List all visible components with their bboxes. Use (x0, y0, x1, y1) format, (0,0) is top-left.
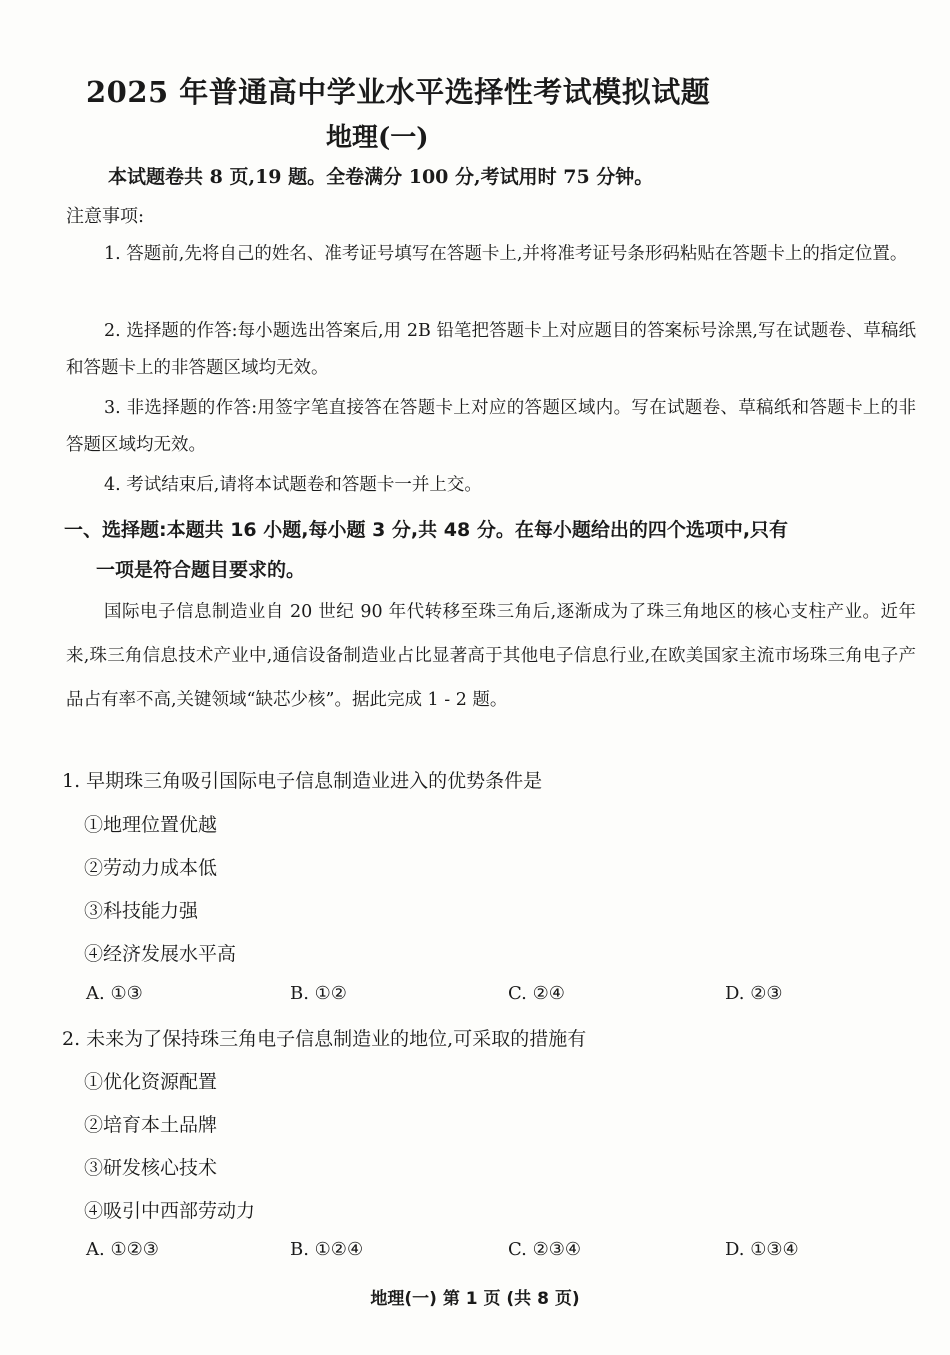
question-1-option-d: D. ②③ (725, 983, 783, 1004)
question-1-stem: 1. 早期珠三角吸引国际电子信息制造业进入的优势条件是 (62, 770, 543, 792)
question-2-item: ①优化资源配置 (84, 1071, 218, 1093)
page-footer: 地理(一) 第 1 页 (共 8 页) (370, 1289, 580, 1309)
section-heading-line1: 一、选择题:本题共 16 小题,每小题 3 分,共 48 分。在每小题给出的四个选项中,只有 (64, 519, 789, 541)
question-1-item: ③科技能力强 (84, 900, 199, 922)
section-heading-line2: 一项是符合题目要求的。 (96, 559, 306, 581)
question-1-option-b: B. ①② (290, 983, 347, 1004)
question-2-item: ④吸引中西部劳动力 (84, 1200, 256, 1222)
question-1-option-c: C. ②④ (508, 983, 565, 1004)
question-2-option-b: B. ①②④ (290, 1239, 364, 1260)
question-1-item: ②劳动力成本低 (84, 857, 218, 879)
question-1-item: ④经济发展水平高 (84, 943, 237, 965)
exam-subtitle: 地理(一) (326, 123, 429, 153)
notice-item-2: 2. 选择题的作答:每小题选出答案后,用 2B 铅笔把答题卡上对应题目的答案标号涂黑,写在试题卷、草稿纸和答题卡上的非答题区域均无效。 (66, 321, 916, 378)
exam-info: 本试题卷共 8 页,19 题。全卷满分 100 分,考试用时 75 分钟。 (108, 166, 654, 188)
question-2-item: ③研发核心技术 (84, 1157, 218, 1179)
question-1-option-a: A. ①③ (86, 983, 143, 1004)
question-1-item: ①地理位置优越 (84, 814, 218, 836)
section-heading (64, 510, 916, 590)
question-2-option-c: C. ②③④ (508, 1239, 581, 1260)
question-2-option-a: A. ①②③ (86, 1239, 159, 1260)
exam-title: 2025 年普通高中学业水平选择性考试模拟试题 (86, 75, 711, 109)
question-2-item: ②培育本土品牌 (84, 1114, 218, 1136)
question-2-option-d: D. ①③④ (725, 1239, 799, 1260)
notice-item-1: 1. 答题前,先将自己的姓名、准考证号填写在答题卡上,并将准考证号条形码粘贴在答题卡上的指定位置。 (104, 244, 908, 264)
notice-item-4: 4. 考试结束后,请将本试题卷和答题卡一并上交。 (104, 475, 482, 495)
notice-item-3: 3. 非选择题的作答:用签字笔直接答在答题卡上对应的答题区域内。写在试题卷、草稿纸和答题卡上的非答题区域均无效。 (66, 398, 916, 455)
reading-passage: 国际电子信息制造业自 20 世纪 90 年代转移至珠三角后,逐渐成为了珠三角地区的核心支柱产业。近年来,珠三角信息技术产业中,通信设备制造业占比显著高于其他电子信息行业,在欧美国家主流市场珠三角电子产品占有率不高,关键领域“缺芯少核”。据此完成 1 - 2 题。 (66, 602, 916, 710)
notice-heading: 注意事项: (66, 206, 145, 227)
question-2-stem: 2. 未来为了保持珠三角电子信息制造业的地位,可采取的措施有 (62, 1028, 587, 1050)
